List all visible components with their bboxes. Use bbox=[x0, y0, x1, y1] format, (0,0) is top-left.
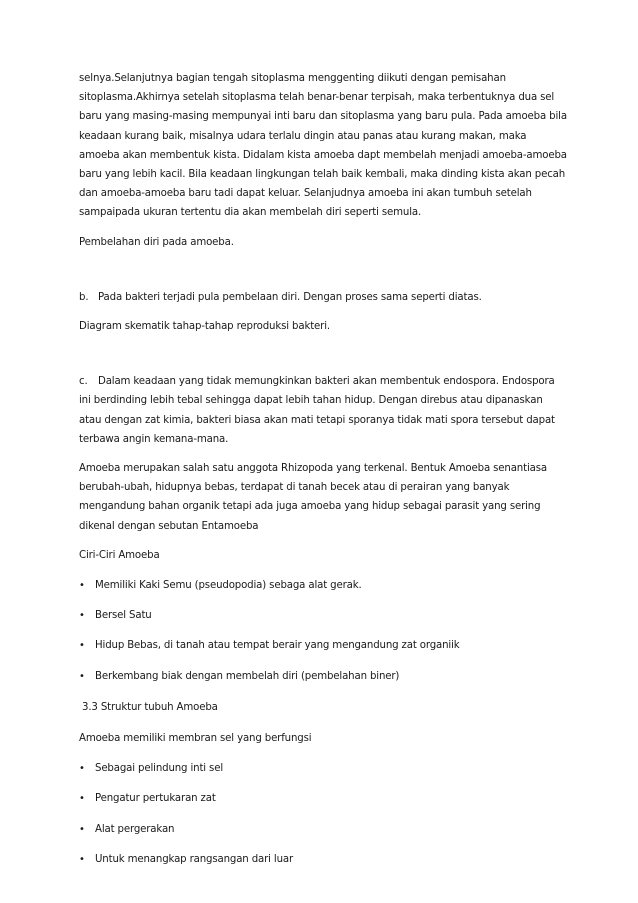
list-item: • Memiliki Kaki Semu (pseudopodia) sebaga alat gerak. bbox=[79, 576, 568, 595]
paragraph-endospora bbox=[79, 372, 568, 449]
paragraph-amoeba-intro: Amoeba merupakan salah satu anggota Rhizopoda yang terkenal. Bentuk Amoeba senantiasa berubah-ubah, hidupnya bebas, terdapat di tanah becek atau di perairan yang banyak mengandung bahan organik tetapi ada juga amoeba yang hidup sebagai parasit yang sering dikenal dengan sebutan Entamoeba bbox=[79, 463, 547, 532]
list-item: • Bersel Satu bbox=[79, 606, 568, 625]
bullet-icon: • bbox=[79, 853, 85, 865]
list-item: • Berkembang biak dengan membelah diri (pembelahan biner) bbox=[79, 667, 568, 686]
paragraph-bacteria-caption: Diagram skematik tahap-tahap reproduksi bakteri. bbox=[79, 321, 330, 333]
bullet-icon: • bbox=[79, 580, 85, 592]
section-heading-struktur: 3.3 Struktur tubuh Amoeba bbox=[82, 701, 218, 713]
bullet-icon: • bbox=[79, 670, 85, 682]
paragraph-membran: Amoeba memiliki membran sel yang berfungsi bbox=[79, 733, 312, 745]
bullet-icon: • bbox=[79, 640, 85, 652]
list-item: • Hidup Bebas, di tanah atau tempat berair yang mengandung zat organiik bbox=[79, 636, 568, 655]
section-heading-ciri: Ciri-Ciri Amoeba bbox=[79, 549, 160, 561]
list-item: • Pengatur pertukaran zat bbox=[79, 789, 568, 808]
bullet-icon: • bbox=[79, 610, 85, 622]
list-item: • Untuk menangkap rangsangan dari luar bbox=[79, 850, 568, 869]
bullet-icon: • bbox=[79, 823, 85, 835]
list-label-c: c. bbox=[79, 376, 88, 388]
membran-list bbox=[79, 759, 568, 869]
paragraph-text: Pada bakteri terjadi pula pembelaan diri. Dengan proses sama seperti diatas. bbox=[98, 291, 482, 303]
paragraph-bacteria-division bbox=[79, 288, 568, 307]
list-item: • Alat pergerakan bbox=[79, 820, 568, 839]
ciri-list bbox=[79, 576, 568, 686]
bullet-icon: • bbox=[79, 793, 85, 805]
paragraph-amoeba-division: selnya.Selanjutnya bagian tengah sitoplasma menggenting diikuti dengan pemisahan sitoplasma.Akhirnya setelah sitoplasma telah benar-benar terpisah, maka terbentuknya dua sel baru yang masing-masing mempunyai inti baru dan sitoplasma yang baru pula. Pada amoeba bila keadaan kurang baik, misalnya udara terlalu dingin atau panas atau kurang makan, maka amoeba akan membentuk kista. Didalam kista amoeba dapt membelah menjadi amoeba-amoeba baru yang lebih kacil. Bila keadaan lingkungan telah baik kembali, maka dinding kista akan pecah dan amoeba-amoeba baru tadi dapat keluar. Selanjudnya amoeba ini akan tumbuh setelah sampaipada ukuran tertentu dia akan membelah diri seperti semula. bbox=[79, 73, 567, 219]
list-item: • Sebagai pelindung inti sel bbox=[79, 759, 568, 778]
paragraph-text: Dalam keadaan yang tidak memungkinkan bakteri akan membentuk endospora. Endospora ini berdinding lebih tebal sehingga dapat lebih tahan hidup. Dengan direbus atau dipanaskan atau dengan zat kimia, bakteri biasa akan mati tetapi sporanya tidak mati spora tersebut dapat terbawa angin kemana-mana. bbox=[79, 376, 555, 445]
paragraph-amoeba-caption: Pembelahan diri pada amoeba. bbox=[79, 236, 234, 248]
bullet-icon: • bbox=[79, 763, 85, 775]
list-label-b: b. bbox=[79, 291, 89, 303]
